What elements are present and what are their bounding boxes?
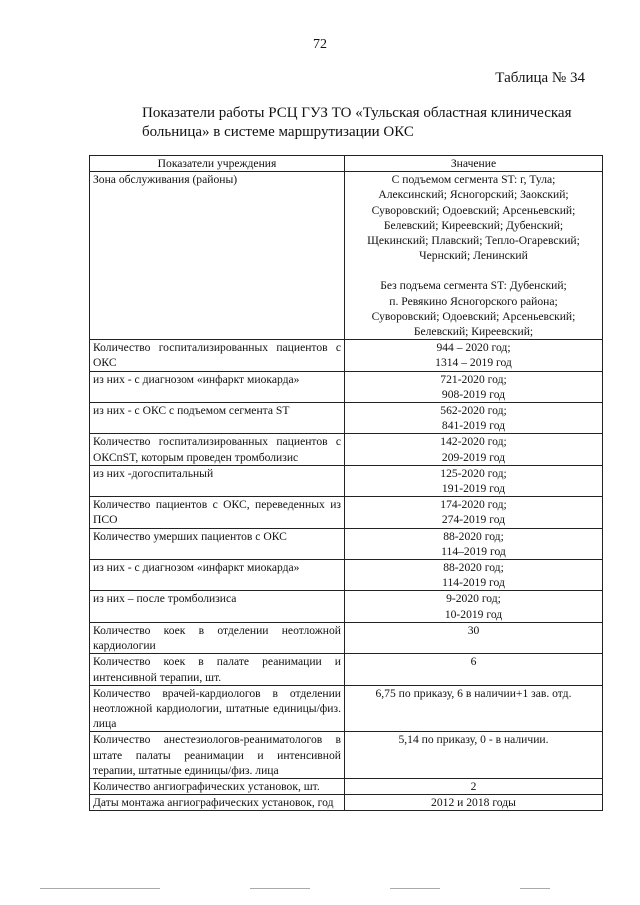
value-line: Суворовский; Одоевский; Арсеньевский; xyxy=(371,309,576,323)
value-line: 114–2019 год xyxy=(441,544,506,558)
table-row xyxy=(90,591,603,622)
row-label: из них - с диагнозом «инфаркт миокарда» xyxy=(90,371,345,402)
value-line: 721-2020 год; xyxy=(440,372,507,386)
value-line: 562-2020 год; xyxy=(440,404,507,418)
row-value xyxy=(345,654,603,685)
table-row xyxy=(90,497,603,528)
value-line: 10-2019 год xyxy=(444,607,503,621)
table-row xyxy=(90,795,603,811)
value-line: 908-2019 год xyxy=(441,387,506,401)
table-row xyxy=(90,685,603,732)
row-label: Количество госпитализированных пациентов с ОКСпST, которым проведен тромболизис xyxy=(90,434,345,465)
value-line: Алексинский; Ясногорский; Заокский; xyxy=(378,188,569,202)
row-label: Количество умерших пациентов с ОКС xyxy=(90,528,345,559)
row-label: Количество коек в палате реанимации и интенсивной терапии, шт. xyxy=(90,654,345,685)
row-value xyxy=(345,465,603,496)
row-value xyxy=(345,560,603,591)
table-row xyxy=(90,560,603,591)
row-label: из них – после тромболизиса xyxy=(90,591,345,622)
value-line: 6 xyxy=(470,655,477,669)
value-line: 274-2019 год xyxy=(441,513,506,527)
row-label: Количество пациентов с ОКС, переведенных из ПСО xyxy=(90,497,345,528)
table-header-row xyxy=(90,156,603,172)
row-label: Количество коек в отделении неотложной кардиологии xyxy=(90,622,345,653)
scan-artifact xyxy=(40,888,160,889)
table-row xyxy=(90,654,603,685)
table-row-service-zone xyxy=(90,172,603,340)
table-row xyxy=(90,622,603,653)
scan-artifact xyxy=(390,888,440,889)
value-line: п. Ревякино Ясногорского района; xyxy=(389,294,558,308)
value-line: Белевский; Киреевский; Дубенский; xyxy=(383,218,564,232)
row-label: Количество врачей-кардиологов в отделении неотложной кардиологии, штатные единицы/физ. лица xyxy=(90,685,345,732)
row-value xyxy=(345,591,603,622)
table-row xyxy=(90,778,603,794)
value-line: Щекинский; Плавский; Тепло-Огаревский; xyxy=(367,234,580,248)
column-header-indicator: Показатели учреждения xyxy=(90,156,345,172)
value-line: 142-2020 год; xyxy=(440,435,507,449)
spacer xyxy=(348,263,599,278)
table-row xyxy=(90,528,603,559)
value-line: Чернский; Ленинский xyxy=(419,249,528,263)
value-line: Суворовский; Одоевский; Арсеньевский; xyxy=(371,203,576,217)
value-line: Белевский; Киреевский; xyxy=(413,325,534,339)
row-value xyxy=(345,778,603,794)
value-line: 209-2019 год xyxy=(441,450,506,464)
table-row xyxy=(90,465,603,496)
value-line: 2 xyxy=(470,779,477,793)
value-line: 88-2020 год; xyxy=(443,529,504,543)
row-value xyxy=(345,340,603,371)
row-label: из них - с диагнозом «инфаркт миокарда» xyxy=(90,560,345,591)
indicators-table xyxy=(89,155,603,811)
row-label: Количество анестезиологов-реаниматологов в штате палаты реанимации и интенсивной терапии, штатные единицы/физ. лица xyxy=(90,732,345,779)
row-value xyxy=(345,685,603,732)
row-value xyxy=(345,622,603,653)
value-line: 125-2020 год; xyxy=(440,466,507,480)
row-value xyxy=(345,795,603,811)
row-value xyxy=(345,528,603,559)
row-label: Зона обслуживания (районы) xyxy=(90,172,345,340)
scan-artifact xyxy=(250,888,310,889)
value-line: 174-2020 год; xyxy=(440,498,507,512)
row-label: из них -догоспитальный xyxy=(90,465,345,496)
column-header-value: Значение xyxy=(345,156,603,172)
value-line: 2012 и 2018 годы xyxy=(431,796,516,810)
table-row xyxy=(90,434,603,465)
document-title: Показатели работы РСЦ ГУЗ ТО «Тульская областная клиническая больница» в системе маршрутизации ОКС xyxy=(142,105,572,140)
row-value xyxy=(345,497,603,528)
row-label: из них - с ОКС с подъемом сегмента ST xyxy=(90,403,345,434)
table-label: Таблица № 34 xyxy=(495,70,585,86)
value-line: Без подъема сегмента ST: Дубенский; xyxy=(380,279,567,293)
value-line: С подъемом сегмента ST: г, Тула; xyxy=(391,173,556,187)
table-row xyxy=(90,371,603,402)
value-line: 191-2019 год xyxy=(441,482,506,496)
value-line: 6,75 по приказу, 6 в наличии+1 зав. отд. xyxy=(375,686,572,700)
table-row xyxy=(90,403,603,434)
page-number: 72 xyxy=(313,37,327,52)
value-line: 114-2019 год xyxy=(442,576,505,590)
row-value xyxy=(345,403,603,434)
table-row xyxy=(90,732,603,779)
value-line: 88-2020 год; xyxy=(443,561,504,575)
row-label: Даты монтажа ангиографических установок, год xyxy=(90,795,345,811)
value-line: 944 – 2020 год; xyxy=(436,341,511,355)
row-value xyxy=(345,434,603,465)
value-line: 1314 – 2019 год xyxy=(435,356,512,370)
row-label: Количество госпитализированных пациентов с ОКС xyxy=(90,340,345,371)
table-row xyxy=(90,340,603,371)
value-line: 30 xyxy=(467,623,480,637)
row-label: Количество ангиографических установок, шт. xyxy=(90,778,345,794)
row-value xyxy=(345,732,603,779)
value-line: 841-2019 год xyxy=(441,419,506,433)
scan-artifact xyxy=(520,888,550,889)
value-line: 5,14 по приказу, 0 - в наличии. xyxy=(398,733,549,747)
value-line: 9-2020 год; xyxy=(446,592,501,606)
row-value xyxy=(345,371,603,402)
row-value xyxy=(345,172,603,340)
